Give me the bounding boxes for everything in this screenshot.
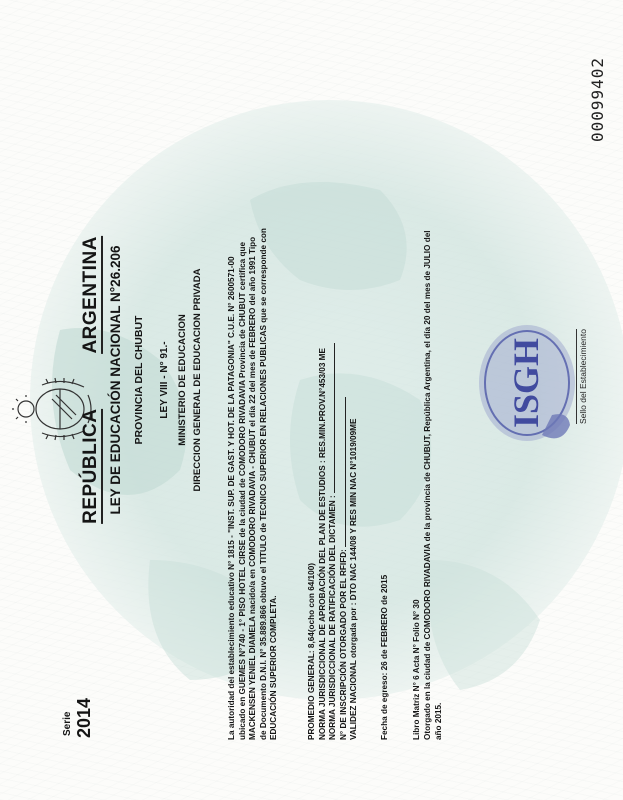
norma-aprobacion-label: NORMA JURISDICCIONAL DE APROBACIÓN DEL PLAN DE ESTUDIOS : [317, 457, 327, 740]
norma-ratificacion [328, 343, 339, 740]
details-block [307, 343, 360, 740]
ley-number: LEY VIII - N° 91.- [159, 341, 170, 419]
promedio: PROMEDIO GENERAL: 8,64(ocho con 64/100) [307, 563, 316, 740]
body-line: La autoridad del establecimiento educativo N° 1815 - "INST. SUP. DE GAST. Y HOT. DE LA PATAGONIA" C.U.E. N° 2600571-00 [227, 256, 236, 740]
republica-word: REPÚBLICA [80, 408, 101, 524]
body-line: de Documento D.N.I. N° 35.889.866 obtuvo el TITULO de TECNICO SUPERIOR EN RELACIONES PUBLICAS que se corresponde con [258, 228, 268, 740]
validez-label: VALIDEZ NACIONAL otorgada por : [349, 600, 359, 740]
otorgado-block [423, 230, 444, 740]
inscripcion-label: N° DE INSCRIPCIÓN OTORGADO POR EL RFIFD: [338, 549, 348, 740]
serial-number: 00099402 [588, 56, 607, 142]
body-line: MACKENSEN YENIEL DIAMELA nacido/a en COMODORO RIVADAVIA - CHUBUT el día 22 del mes de FEBRERO del año 1991 Tipo [248, 236, 258, 740]
argentina-word: ARGENTINA [80, 236, 101, 354]
libro-matriz: Libro Matriz N° 6 Acta N° Folio N° 30 [412, 599, 421, 740]
province-title: PROVINCIA DEL CHUBUT [133, 315, 145, 445]
blank-line [334, 343, 335, 493]
law-title: LEY DE EDUCACIÓN NACIONAL N°26.206 [108, 245, 123, 515]
republica-title [80, 236, 102, 524]
institution-stamp-icon [472, 315, 582, 455]
serie-year: 2014 [74, 697, 94, 738]
otorgado-line: año 2015. [433, 702, 443, 740]
certification-paragraph [227, 228, 280, 740]
serie-label: Serie [62, 711, 73, 736]
otorgado-line: Otorgado en la ciudad de COMODORO RIVADAVIA de la provincia de CHUBUT, República Argentina, el día 20 del mes de JULIO del [423, 230, 432, 740]
validez-nacional [349, 343, 360, 740]
norma-aprobacion [318, 343, 329, 740]
ministry-title: MINISTERIO DE EDUCACION [177, 314, 188, 446]
blank-line [345, 397, 346, 547]
direction-title: DIRECCION GENERAL DE EDUCACION PRIVADA [192, 268, 203, 492]
validez-value: DTO NAC 144/08 Y RES MIN NAC N°1019/09ME [349, 418, 359, 601]
body-line: EDUCACIÓN SUPERIOR COMPLETA. [269, 595, 279, 740]
inscripcion [339, 343, 350, 740]
seal-label-text: Sello del Establecimiento [578, 329, 588, 424]
body-line: ubicado en GUEMES N°740 - 1° PISO HOTEL CIRSE de la ciudad de COMODORO RIVADAVIA Provincia de CHUBUT certifica que [237, 241, 247, 740]
seal-label [578, 329, 588, 424]
norma-ratificacion-label: NORMA JURISDICCIONAL DE RATIFICACIÓN DEL DICTAMEN : [328, 495, 338, 740]
norma-aprobacion-value: RES.MIN.PROV.N°453/03 ME [317, 348, 327, 458]
stamp-monogram: ISGH [506, 337, 546, 429]
fecha-egreso: Fecha de egreso: 26 de FEBRERO de 2015 [380, 574, 389, 740]
